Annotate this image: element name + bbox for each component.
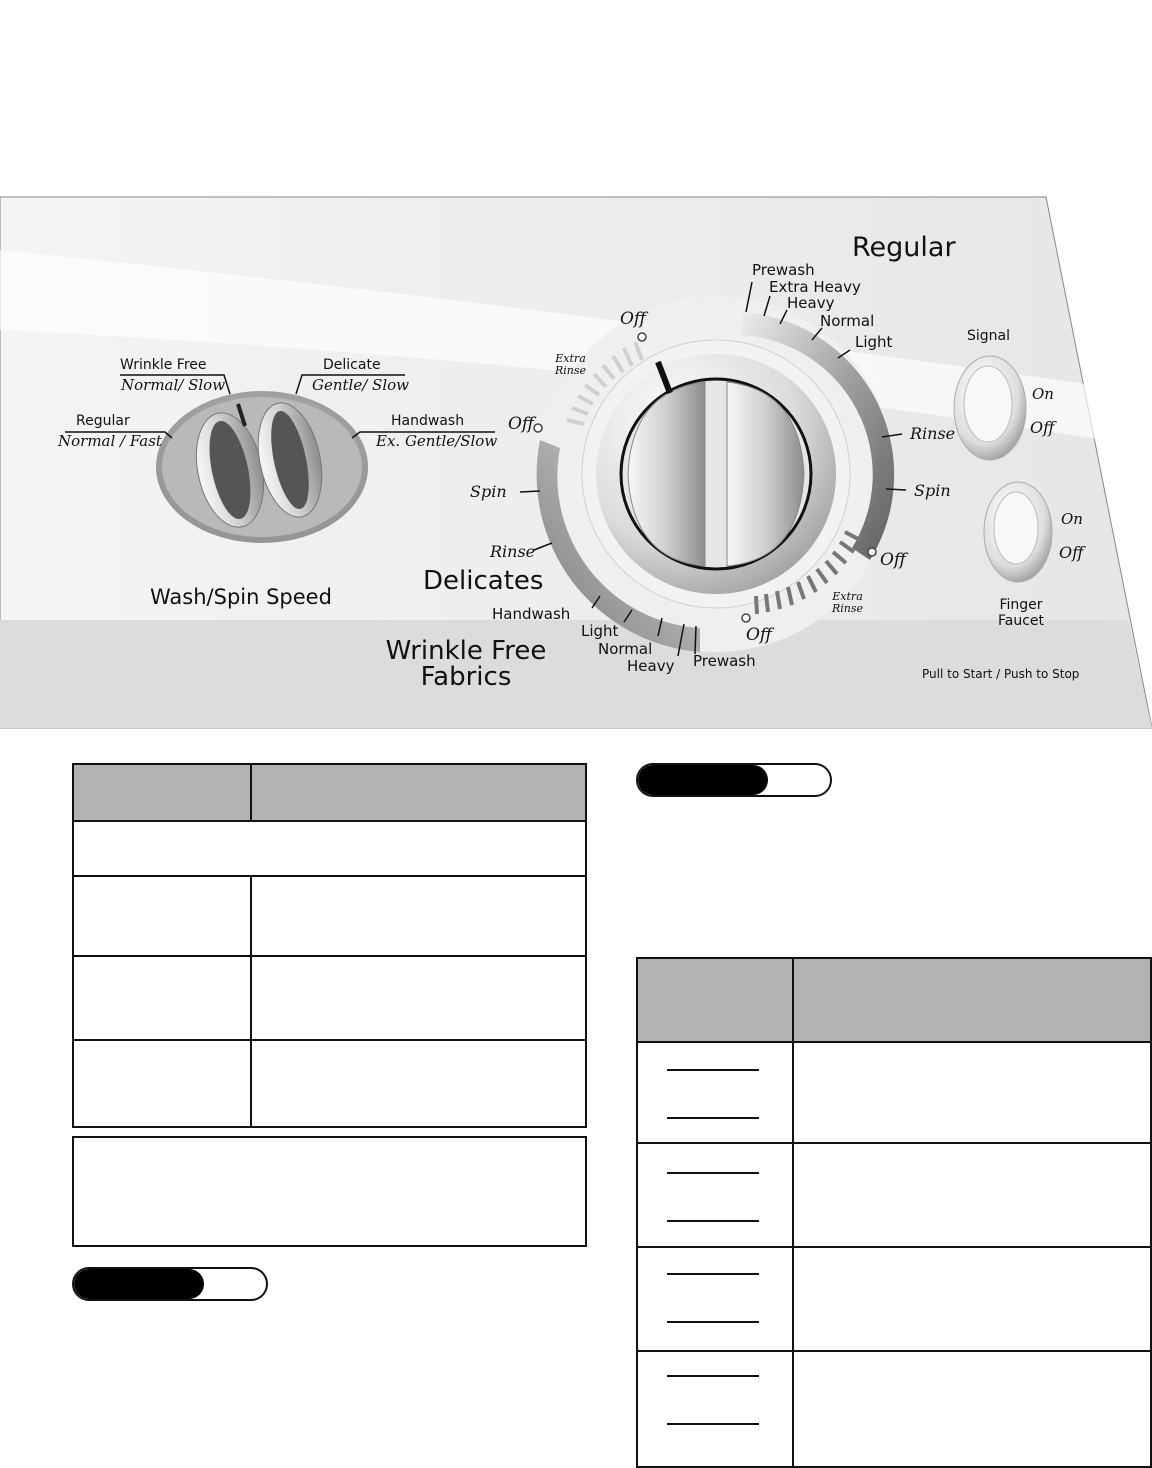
finger-faucet-switch[interactable] bbox=[984, 482, 1052, 582]
dial-right-spin: Spin bbox=[914, 481, 951, 500]
dial-left-extra-rinse bbox=[555, 353, 586, 377]
right-section-tab-fill bbox=[638, 765, 768, 795]
right-table bbox=[636, 957, 1152, 1468]
signal-switch[interactable] bbox=[954, 356, 1026, 460]
dial-left-rinse: Rinse bbox=[490, 542, 536, 561]
dial-bottom-off: Off bbox=[746, 625, 772, 645]
speed-wrinkle-free-title: Wrinkle Free bbox=[120, 357, 207, 373]
faucet-title-2: Faucet bbox=[997, 613, 1045, 629]
dial-right-extra-rinse bbox=[832, 591, 863, 615]
regular-label: Regular bbox=[852, 232, 956, 263]
right-table-rule-1 bbox=[636, 1142, 1152, 1144]
left-table-rule-3 bbox=[72, 1039, 587, 1041]
right-table-header-rule bbox=[636, 1041, 1152, 1043]
blank-line bbox=[667, 1069, 759, 1071]
dial-left-extra-rinse-2: Rinse bbox=[555, 364, 587, 377]
wrinkle-free-line2: Fabrics bbox=[420, 662, 512, 692]
dial-regular-prewash: Prewash bbox=[752, 261, 815, 279]
right-table-header bbox=[638, 959, 1150, 1043]
dial-regular-light: Light bbox=[855, 333, 893, 351]
pull-push-label: Pull to Start / Push to Stop bbox=[922, 667, 1080, 681]
dial-right-extra-rinse-1: Extra bbox=[832, 590, 863, 603]
right-table-rule-3 bbox=[636, 1350, 1152, 1352]
speed-delicate-sub: Gentle/ Slow bbox=[312, 376, 409, 394]
dial-regular-heavy: Heavy bbox=[787, 294, 835, 312]
left-table-rule-2 bbox=[72, 955, 587, 957]
dial-regular-normal: Normal bbox=[820, 312, 875, 330]
left-section-tab bbox=[72, 1267, 268, 1301]
dial-left-spin: Spin bbox=[470, 482, 507, 501]
dial-right-off: Off bbox=[880, 550, 906, 570]
signal-title: Signal bbox=[967, 328, 1011, 344]
speed-delicate-title: Delicate bbox=[323, 357, 381, 373]
left-table-col-divider bbox=[250, 875, 252, 1126]
speed-regular-sub: Normal / Fast bbox=[58, 432, 162, 450]
delicates-label: Delicates bbox=[423, 566, 544, 596]
signal-on: On bbox=[1032, 385, 1054, 403]
left-table-header-rule bbox=[72, 820, 587, 822]
wash-spin-speed-label: Wash/Spin Speed bbox=[150, 585, 332, 609]
left-table-header bbox=[74, 765, 585, 822]
blank-line bbox=[667, 1375, 759, 1377]
wrinkle-free-line1: Wrinkle Free bbox=[385, 636, 547, 666]
speed-handwash-sub: Ex. Gentle/Slow bbox=[376, 432, 498, 450]
right-section-tab bbox=[636, 763, 832, 797]
left-table-header-divider bbox=[250, 763, 252, 822]
dial-delicates-handwash: Handwash bbox=[492, 605, 571, 623]
signal-off: Off bbox=[1030, 418, 1055, 437]
faucet-title bbox=[990, 597, 1052, 629]
dial-delicates-heavy: Heavy bbox=[627, 657, 675, 675]
wrinkle-free-fabrics-label bbox=[369, 638, 563, 690]
dial-right-extra-rinse-2: Rinse bbox=[832, 602, 864, 615]
dial-regular-extra-heavy: Extra Heavy bbox=[769, 278, 861, 296]
dial-right-rinse: Rinse bbox=[910, 424, 956, 443]
right-table-rule-2 bbox=[636, 1246, 1152, 1248]
faucet-on: On bbox=[1061, 510, 1083, 528]
blank-line bbox=[667, 1117, 759, 1119]
dial-delicates-light: Light bbox=[581, 622, 619, 640]
speed-knob[interactable] bbox=[156, 391, 368, 543]
dial-left-extra-rinse-1: Extra bbox=[555, 352, 586, 365]
blank-line bbox=[667, 1423, 759, 1425]
faucet-title-1: Finger bbox=[999, 597, 1043, 613]
blank-line bbox=[667, 1220, 759, 1222]
speed-handwash-title: Handwash bbox=[391, 413, 465, 429]
dial-left-off: Off bbox=[508, 414, 534, 434]
speed-regular-title: Regular bbox=[76, 413, 130, 429]
blank-line bbox=[667, 1273, 759, 1275]
left-table-rule-1 bbox=[72, 875, 587, 877]
faucet-off: Off bbox=[1059, 543, 1084, 562]
left-note-box bbox=[72, 1136, 587, 1247]
dial-delicates-normal: Normal bbox=[598, 640, 653, 658]
blank-line bbox=[667, 1172, 759, 1174]
left-table bbox=[72, 763, 587, 1128]
dial-delicates-prewash: Prewash bbox=[693, 652, 756, 670]
right-table-col-divider bbox=[792, 957, 794, 1468]
dial-top-off: Off bbox=[620, 309, 646, 329]
left-section-tab-fill bbox=[74, 1269, 204, 1299]
speed-wrinkle-free-sub: Normal/ Slow bbox=[121, 376, 226, 394]
blank-line bbox=[667, 1321, 759, 1323]
